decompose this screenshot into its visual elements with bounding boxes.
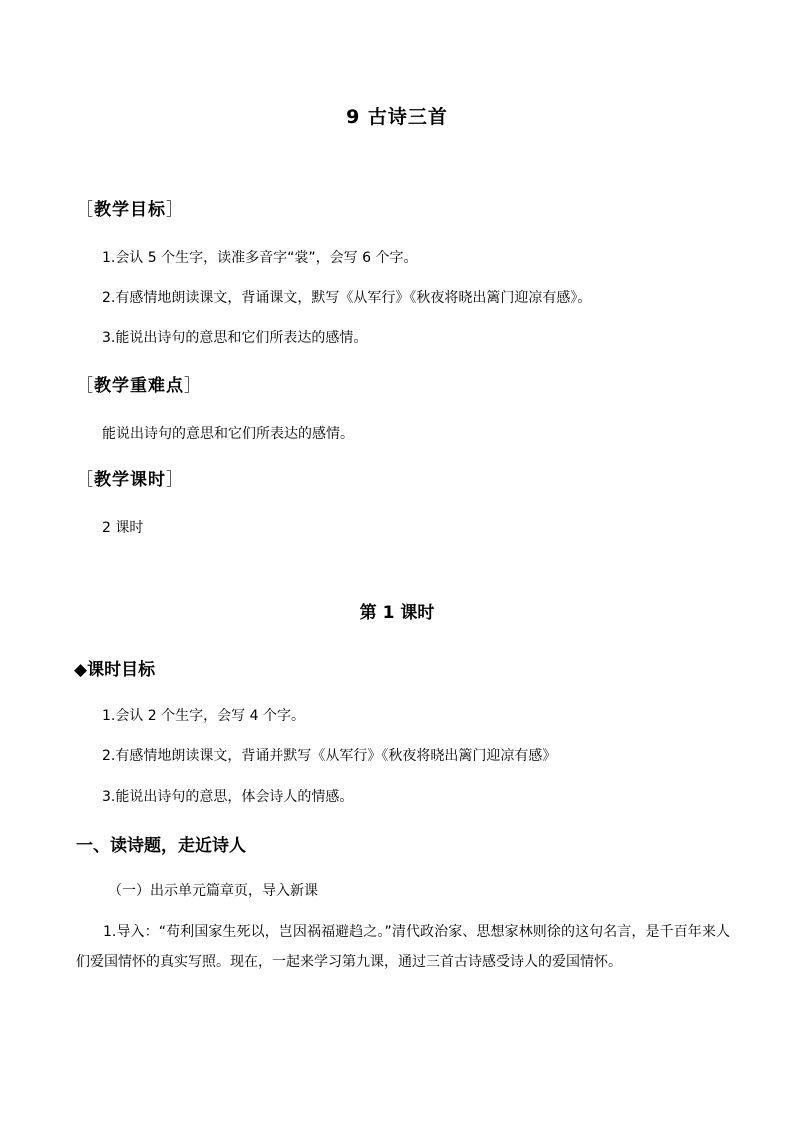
objective-item-3: 3.能说出诗句的意思和它们所表达的感情。 bbox=[102, 330, 368, 346]
objective-item-1: 1.会认 5 个生字，读准多音字“裳”，会写 6 个字。 bbox=[102, 250, 418, 266]
lesson1-goal-3: 3.能说出诗句的意思，体会诗人的情感。 bbox=[102, 789, 354, 805]
objectives-heading: ［教学目标］ bbox=[76, 200, 184, 220]
lesson1-goal-1: 1.会认 2 个生字，会写 4 个字。 bbox=[102, 708, 305, 724]
hours-text: 2 课时 bbox=[102, 520, 144, 536]
key-points-heading: ［教学重难点］ bbox=[76, 376, 202, 396]
part1-subheading: （一）出示单元篇章页，导入新课 bbox=[108, 883, 318, 899]
lesson1-title: 第 1 课时 bbox=[359, 603, 435, 623]
hours-heading-text: 教学课时 bbox=[94, 470, 166, 490]
hours-heading: ［教学课时］ bbox=[76, 470, 184, 490]
part1-paragraph: 1.导入：“苟利国家生死以，岂因祸福避趋之。”清代政治家、思想家林则徐的这句名言，是千百年来人们爱国情怀的真实写照。现在，一起来学习第九课，通过三首古诗感受诗人的爱国情怀。 bbox=[76, 924, 730, 970]
objectives-heading-text: 教学目标 bbox=[94, 200, 166, 220]
document-title: 9 古诗三首 bbox=[346, 106, 448, 128]
objective-item-2: 2.有感情地朗读课文，背诵课文，默写《从军行》《秋夜将晓出篱门迎凉有感》。 bbox=[102, 290, 592, 306]
lesson1-goals-heading: ◆课时目标 bbox=[74, 660, 156, 680]
key-points-heading-text: 教学重难点 bbox=[94, 376, 184, 396]
part1-heading: 一、读诗题，走近诗人 bbox=[76, 836, 246, 856]
lesson1-goal-2: 2.有感情地朗读课文，背诵并默写《从军行》《秋夜将晓出篱门迎凉有感》 bbox=[102, 748, 557, 764]
key-points-text: 能说出诗句的意思和它们所表达的感情。 bbox=[102, 426, 354, 442]
